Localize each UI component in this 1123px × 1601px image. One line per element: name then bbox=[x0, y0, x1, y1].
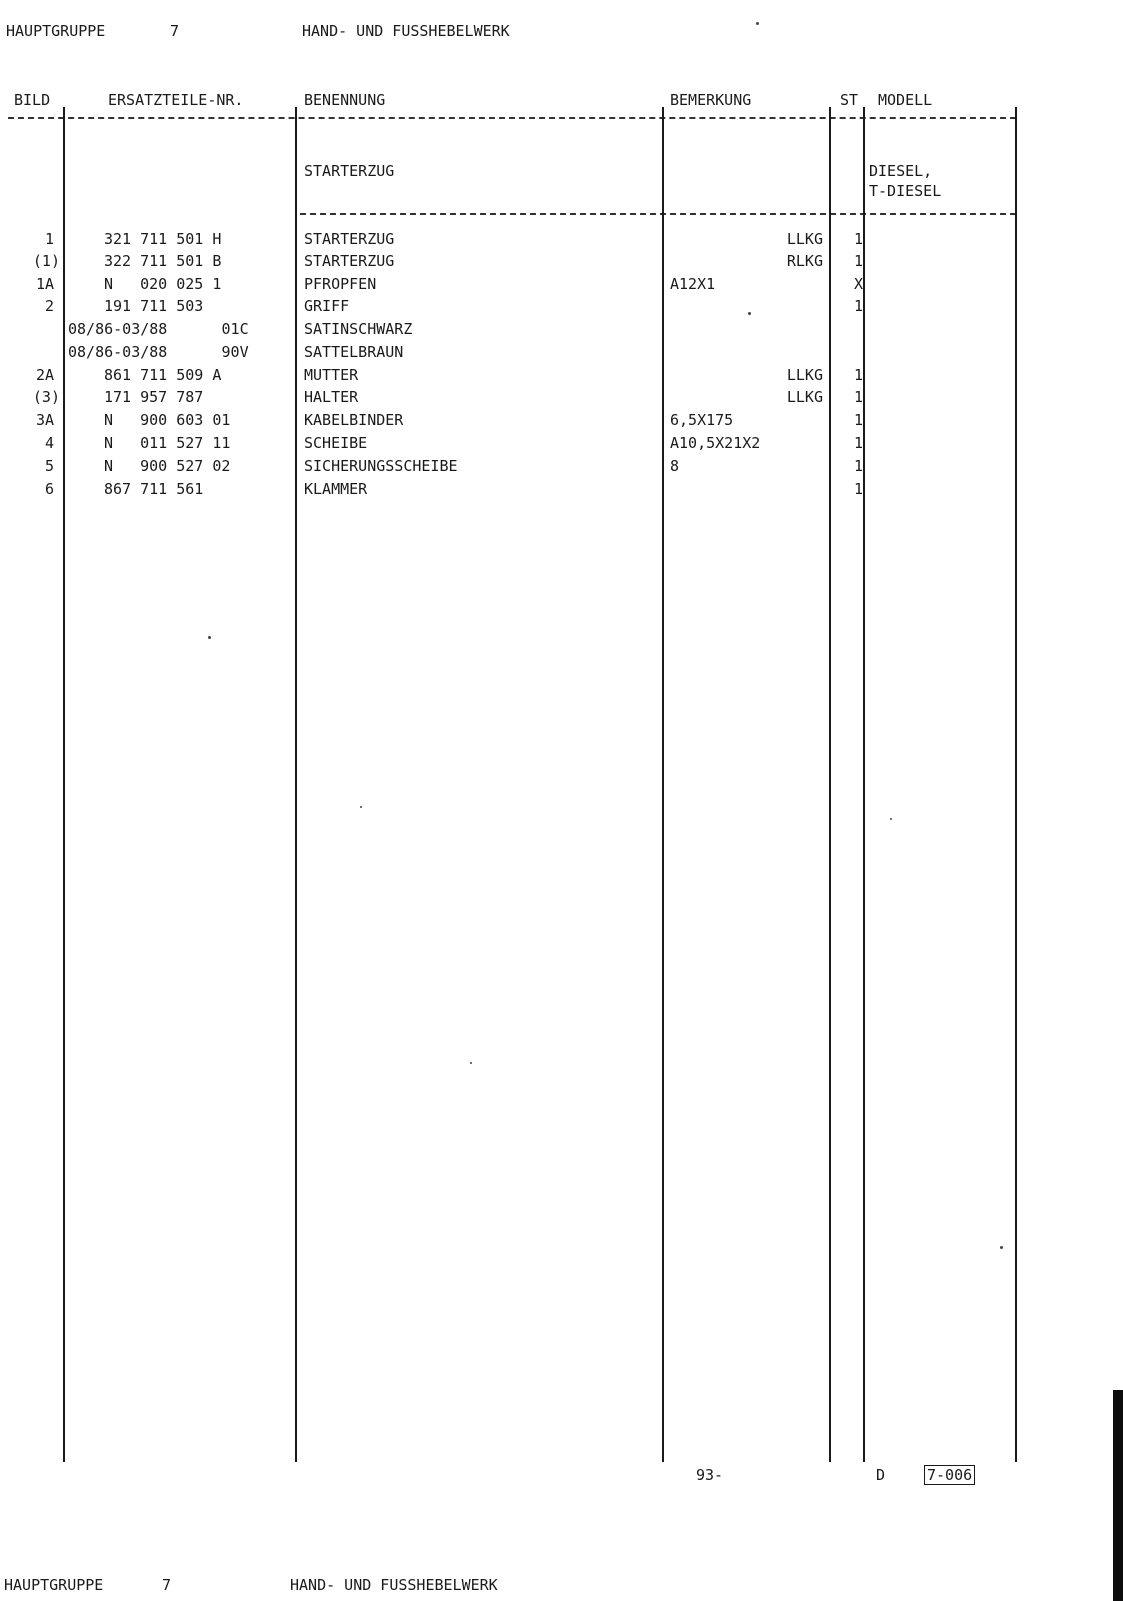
row-part-number: 867 711 561 bbox=[104, 480, 204, 498]
row-benennung: KLAMMER bbox=[304, 480, 368, 498]
row-st: X bbox=[854, 275, 864, 293]
scan-speck bbox=[208, 636, 211, 639]
row-benennung: MUTTER bbox=[304, 366, 359, 384]
row-benennung: HALTER bbox=[304, 388, 359, 406]
row-bild: 1 bbox=[44, 230, 54, 248]
row-st: 1 bbox=[854, 388, 864, 406]
row-bild: 2A bbox=[35, 366, 54, 384]
row-bemerkung: 6,5X175 bbox=[670, 411, 734, 429]
row-bemerkung: A10,5X21X2 bbox=[670, 434, 761, 452]
row-part-number: N 011 527 11 bbox=[104, 434, 231, 452]
row-part-number: 171 957 787 bbox=[104, 388, 204, 406]
column-header-bemerkung: BEMERKUNG bbox=[670, 91, 752, 109]
column-header-st: ST bbox=[840, 91, 859, 109]
row-bemerkung: LLKG bbox=[786, 230, 823, 248]
row-part-number: N 900 603 01 bbox=[104, 411, 231, 429]
row-benennung: SCHEIBE bbox=[304, 434, 368, 452]
row-st: 1 bbox=[854, 230, 864, 248]
row-benennung: KABELBINDER bbox=[304, 411, 404, 429]
row-benennung: STARTERZUG bbox=[304, 230, 395, 248]
section-separator-line bbox=[300, 213, 1016, 215]
column-header-benennung: BENENNUNG bbox=[304, 91, 386, 109]
row-benennung: PFROPFEN bbox=[304, 275, 377, 293]
footer-page-code: 7-006 bbox=[924, 1465, 975, 1485]
row-part-number: 08/86-03/88 01C bbox=[68, 320, 249, 338]
row-st: 1 bbox=[854, 297, 864, 315]
row-bild: 5 bbox=[44, 457, 54, 475]
header-hauptgruppe-label: HAUPTGRUPPE bbox=[6, 22, 106, 40]
section-modell-line1: DIESEL, bbox=[869, 162, 933, 180]
scan-speck bbox=[756, 22, 759, 25]
row-st: 1 bbox=[854, 480, 864, 498]
row-benennung: STARTERZUG bbox=[304, 252, 395, 270]
header-hauptgruppe-number: 7 bbox=[170, 22, 180, 40]
scan-speck bbox=[470, 1062, 472, 1064]
row-part-number: 08/86-03/88 90V bbox=[68, 343, 249, 361]
section-title: STARTERZUG bbox=[304, 162, 395, 180]
row-bild: 2 bbox=[44, 297, 54, 315]
column-rule-bemerkung bbox=[829, 107, 831, 1462]
row-bemerkung: LLKG bbox=[786, 388, 823, 406]
row-st: 1 bbox=[854, 434, 864, 452]
row-benennung: SATTELBRAUN bbox=[304, 343, 404, 361]
row-part-number: 191 711 503 bbox=[104, 297, 204, 315]
column-header-bild: BILD bbox=[14, 91, 51, 109]
column-rule-ersatzteile bbox=[295, 107, 297, 1462]
bottom-hauptgruppe-number: 7 bbox=[162, 1576, 172, 1594]
scan-edge-shadow bbox=[1113, 1390, 1123, 1601]
row-benennung: SATINSCHWARZ bbox=[304, 320, 413, 338]
row-benennung: SICHERUNGSSCHEIBE bbox=[304, 457, 458, 475]
column-header-modell: MODELL bbox=[878, 91, 933, 109]
row-bemerkung: LLKG bbox=[786, 366, 823, 384]
row-part-number: 321 711 501 H bbox=[104, 230, 222, 248]
column-header-ersatzteile: ERSATZTEILE-NR. bbox=[108, 91, 244, 109]
row-bemerkung: A12X1 bbox=[670, 275, 716, 293]
scan-speck bbox=[748, 312, 751, 315]
row-bild: (1) bbox=[32, 252, 60, 270]
row-st: 1 bbox=[854, 366, 864, 384]
scan-speck bbox=[890, 818, 892, 820]
row-part-number: 322 711 501 B bbox=[104, 252, 222, 270]
row-bild: 1A bbox=[35, 275, 54, 293]
row-st: 1 bbox=[854, 457, 864, 475]
row-bemerkung: 8 bbox=[670, 457, 680, 475]
row-part-number: 861 711 509 A bbox=[104, 366, 222, 384]
column-rule-benennung bbox=[662, 107, 664, 1462]
row-part-number: N 900 527 02 bbox=[104, 457, 231, 475]
row-bild: 4 bbox=[44, 434, 54, 452]
row-bild: 3A bbox=[35, 411, 54, 429]
row-part-number: N 020 025 1 bbox=[104, 275, 222, 293]
section-modell-line2: T-DIESEL bbox=[869, 182, 942, 200]
scan-speck bbox=[1000, 1246, 1003, 1249]
row-bild: (3) bbox=[32, 388, 60, 406]
bottom-title: HAND- UND FUSSHEBELWERK bbox=[290, 1576, 498, 1594]
footer-page-ref: 93- bbox=[696, 1466, 724, 1484]
header-title: HAND- UND FUSSHEBELWERK bbox=[302, 22, 510, 40]
column-rule-st bbox=[863, 107, 865, 1462]
row-st: 1 bbox=[854, 411, 864, 429]
row-benennung: GRIFF bbox=[304, 297, 350, 315]
column-rule-bild bbox=[63, 107, 65, 1462]
column-rule-modell bbox=[1015, 107, 1017, 1462]
row-bild: 6 bbox=[44, 480, 54, 498]
row-bemerkung: RLKG bbox=[786, 252, 823, 270]
row-st: 1 bbox=[854, 252, 864, 270]
scan-speck bbox=[360, 806, 362, 808]
bottom-hauptgruppe-label: HAUPTGRUPPE bbox=[4, 1576, 104, 1594]
footer-page-letter: D bbox=[876, 1466, 886, 1484]
